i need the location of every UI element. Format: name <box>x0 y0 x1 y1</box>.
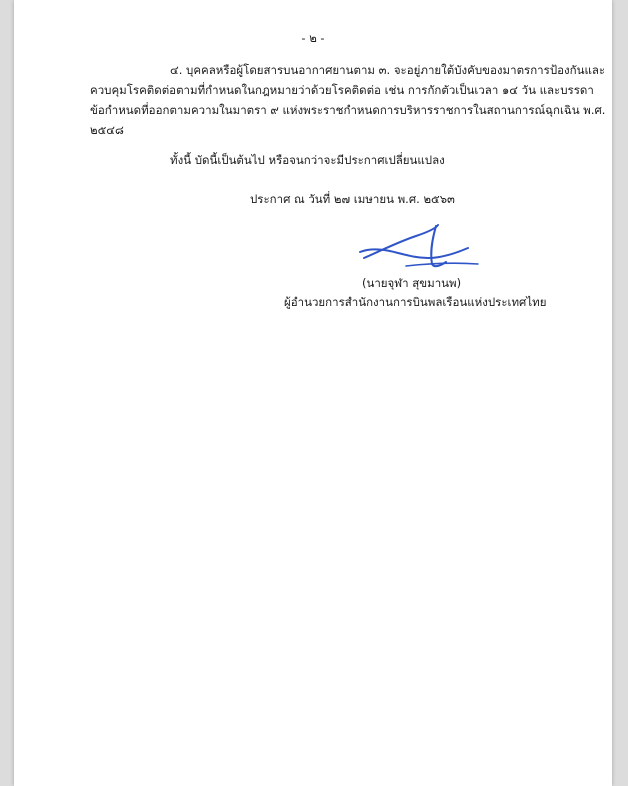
clause-4-line-1: ๔. บุคคลหรือผู้โดยสารบนอากาศยานตาม ๓. จะอยู่ภายใต้บังคับของมาตรการป้องกันและ <box>170 63 606 77</box>
clause-4-line-4: ๒๕๔๘ <box>90 123 124 137</box>
signer-title: ผู้อำนวยการสำนักงานการบินพลเรือนแห่งประเทศไทย <box>284 295 547 309</box>
announcement-date: ประกาศ ณ วันที่ ๒๗ เมษายน พ.ศ. ๒๕๖๓ <box>250 192 455 206</box>
page-number: - ๒ - <box>301 31 325 45</box>
document-page <box>14 0 612 786</box>
clause-4-line-2: ควบคุมโรคติดต่อตามที่กำหนดในกฎหมายว่าด้วยโรคติดต่อ เช่น การกักตัวเป็นเวลา ๑๔ วัน และบรรดา <box>90 83 594 97</box>
handwritten-signature <box>358 222 482 274</box>
signer-name: (นายจุฬา สุขมานพ) <box>362 276 462 290</box>
clause-4-paragraph <box>90 60 606 140</box>
clause-4-line-3: ข้อกำหนดที่ออกตามความในมาตรา ๙ แห่งพระราชกำหนดการบริหารราชการในสถานการณ์ฉุกเฉิน พ.ศ. <box>90 103 606 117</box>
effective-clause: ทั้งนี้ บัดนี้เป็นต้นไป หรือจนกว่าจะมีประกาศเปลี่ยนแปลง <box>170 153 445 167</box>
